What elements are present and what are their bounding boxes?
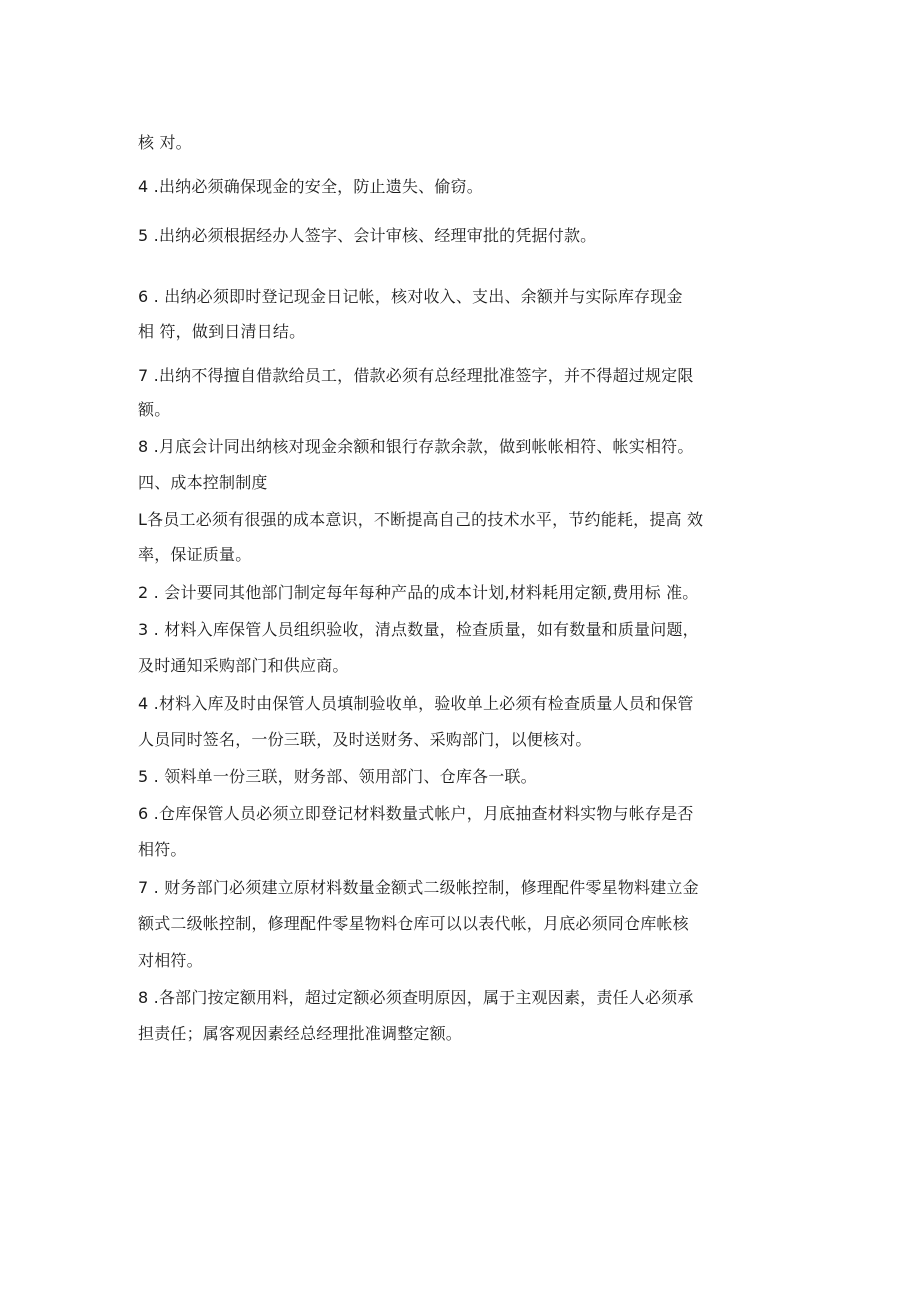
- text-line: 4 .出纳必须确保现金的安全，防止遗失、偷窃。: [138, 177, 483, 196]
- text-line: 对相符。: [138, 951, 203, 970]
- text-line: 7 . 财务部门必须建立原材料数量金额式二级帐控制，修理配件零星物料建立金: [138, 878, 699, 897]
- text-line: 3 . 材料入库保管人员组织验收，清点数量，检查质量，如有数量和质量问题，: [138, 620, 699, 639]
- text-line: 核 对。: [138, 133, 192, 152]
- text-line: 人员同时签名，一份三联，及时送财务、采购部门，以便核对。: [138, 730, 592, 749]
- text-line: 额。: [138, 400, 171, 419]
- text-line: 7 .出纳不得擅自借款给员工，借款必须有总经理批准签字，并不得超过规定限: [138, 366, 694, 385]
- section-heading: 四、成本控制制度: [138, 473, 268, 492]
- text-line: 担责任；属客观因素经总经理批准调整定额。: [138, 1024, 463, 1043]
- text-line: 额式二级帐控制，修理配件零星物料仓库可以以表代帐，月底必须同仓库帐核: [138, 914, 689, 933]
- text-line: 5 . 领料单一份三联，财务部、领用部门、仓库各一联。: [138, 767, 537, 786]
- text-line: 8 .各部门按定额用料，超过定额必须查明原因，属于主观因素，责任人必须承: [138, 988, 694, 1007]
- text-line: 4 .材料入库及时由保管人员填制验收单，验收单上必须有检查质量人员和保管: [138, 694, 694, 713]
- text-line: 6 . 出纳必须即时登记现金日记帐，核对收入、支出、余额并与实际库存现金: [138, 287, 683, 306]
- text-line: 率，保证质量。: [138, 545, 252, 564]
- text-line: L各员工必须有很强的成本意识，不断提高自己的技术水平，节约能耗，提高 效: [138, 510, 704, 529]
- text-line: 相符。: [138, 840, 187, 859]
- text-line: 5 .出纳必须根据经办人签字、会计审核、经理审批的凭据付款。: [138, 226, 597, 245]
- text-line: 6 .仓库保管人员必须立即登记材料数量式帐户，月底抽查材料实物与帐存是否: [138, 804, 694, 823]
- text-line: 相 符，做到日清日结。: [138, 322, 306, 341]
- text-line: 及时通知采购部门和供应商。: [138, 656, 349, 675]
- text-line: 2 . 会计要同其他部门制定每年每种产品的成本计划,材料耗用定额,费用标 准。: [138, 583, 699, 602]
- text-line: 8 .月底会计同出纳核对现金余额和银行存款余款，做到帐帐相符、帐实相符。: [138, 437, 694, 456]
